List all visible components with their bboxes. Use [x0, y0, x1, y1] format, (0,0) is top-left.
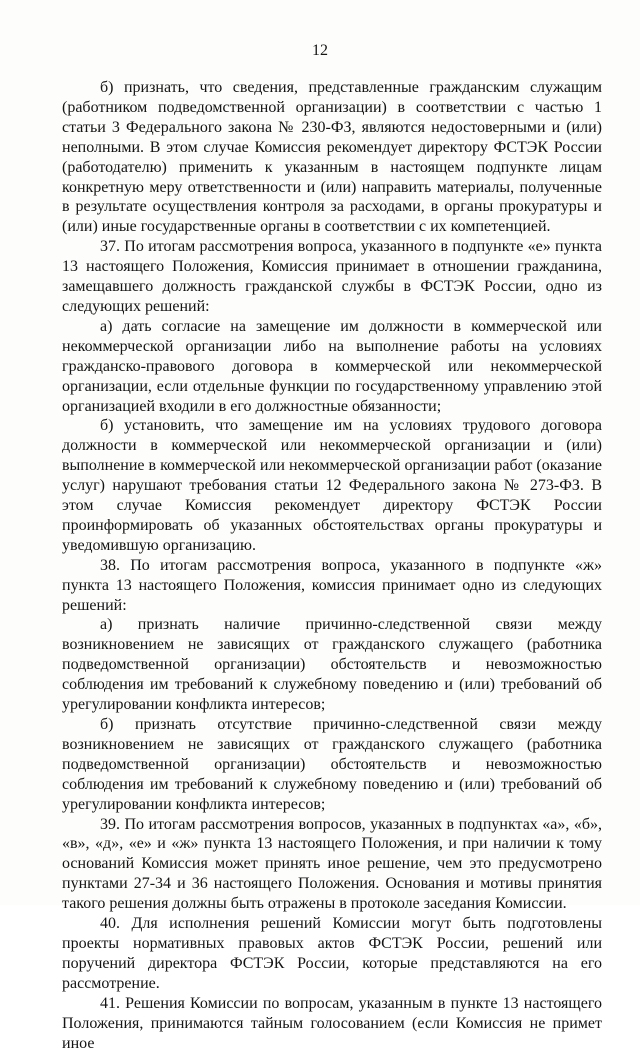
document-body: [62, 78, 602, 1053]
paragraph: 38. По итогам рассмотрения вопроса, указанного в подпункте «ж» пункта 13 настоящего Положения, комиссия принимает одно из следующих решений:: [62, 556, 602, 614]
paragraph: б) признать отсутствие причинно-следственной связи между возникновением не зависящих от гражданского служащего (работника подведомственной организации) обстоятельств и невозможностью соблюдения им требований к служебному поведению и (или) требований об урегулировании конфликта интересов;: [62, 716, 602, 813]
paragraph: 41. Решения Комиссии по вопросам, указанным в пункте 13 настоящего Положения, принимаются тайным голосованием (если Комиссия не примет иное: [62, 994, 602, 1052]
paragraph: а) признать наличие причинно-следственной связи между возникновением не зависящих от гражданского служащего (работника подведомственной организации) обстоятельств и невозможностью соблюдения им требований к служебному поведению и (или) требований об урегулировании конфликта интересов;: [62, 616, 602, 714]
paragraph: 37. По итогам рассмотрения вопроса, указанного в подпункте «е» пункта 13 настоящего Положения, Комиссия принимает в отношении гражданина, замещавшего должность гражданской службы в ФСТЭК России, одно из следующих решений:: [62, 238, 602, 315]
paragraph: а) дать согласие на замещение им должности в коммерческой или некоммерческой организации либо на выполнение работы на условиях гражданско-правового договора в коммерческой или некоммерческой организации, если отдельные функции по государственному управлению этой организацией входили в его должностные обязанности;: [62, 317, 602, 415]
paragraph: б) признать, что сведения, представленные гражданским служащим (работником подведомственной организации) в соответствии с частью 1 статьи 3 Федерального закона № 230-ФЗ, являются недостоверными и (или) неполными. В этом случае Комиссия рекомендует директору ФСТЭК России (работодателю) применить к указанным в настоящем подпункте лицам конкретную меру ответственности и (или) направить материалы, полученные в результате осуществления контроля за расходами, в органы прокуратуры и (или) иные государственные органы в соответствии с их компетенцией.: [62, 79, 602, 236]
page-number: 12: [312, 42, 328, 59]
paragraph: б) установить, что замещение им на условиях трудового договора должности в коммерческой или некоммерческой организации и (или) выполнение в коммерческой или некоммерческой организации работ (оказание услуг) нарушают требования статьи 12 Федерального закона № 273-ФЗ. В этом случае Комиссия рекомендует директору ФСТЭК России проинформировать об указанных обстоятельствах органы прокуратуры и уведомившую организацию.: [62, 417, 602, 554]
paragraph: 39. По итогам рассмотрения вопросов, указанных в подпунктах «а», «б», «в», «д», «е» и «ж» пункта 13 настоящего Положения, и при наличии к тому оснований Комиссия может принять иное решение, чем это предусмотрено пунктами 27-34 и 36 настоящего Положения. Основания и мотивы принятия такого решения должны быть отражены в протоколе заседания Комиссии.: [62, 815, 602, 913]
paragraph: 40. Для исполнения решений Комиссии могут быть подготовлены проекты нормативных правовых актов ФСТЭК России, решений или поручений директора ФСТЭК России, которые представляются на его рассмотрение.: [62, 915, 602, 992]
